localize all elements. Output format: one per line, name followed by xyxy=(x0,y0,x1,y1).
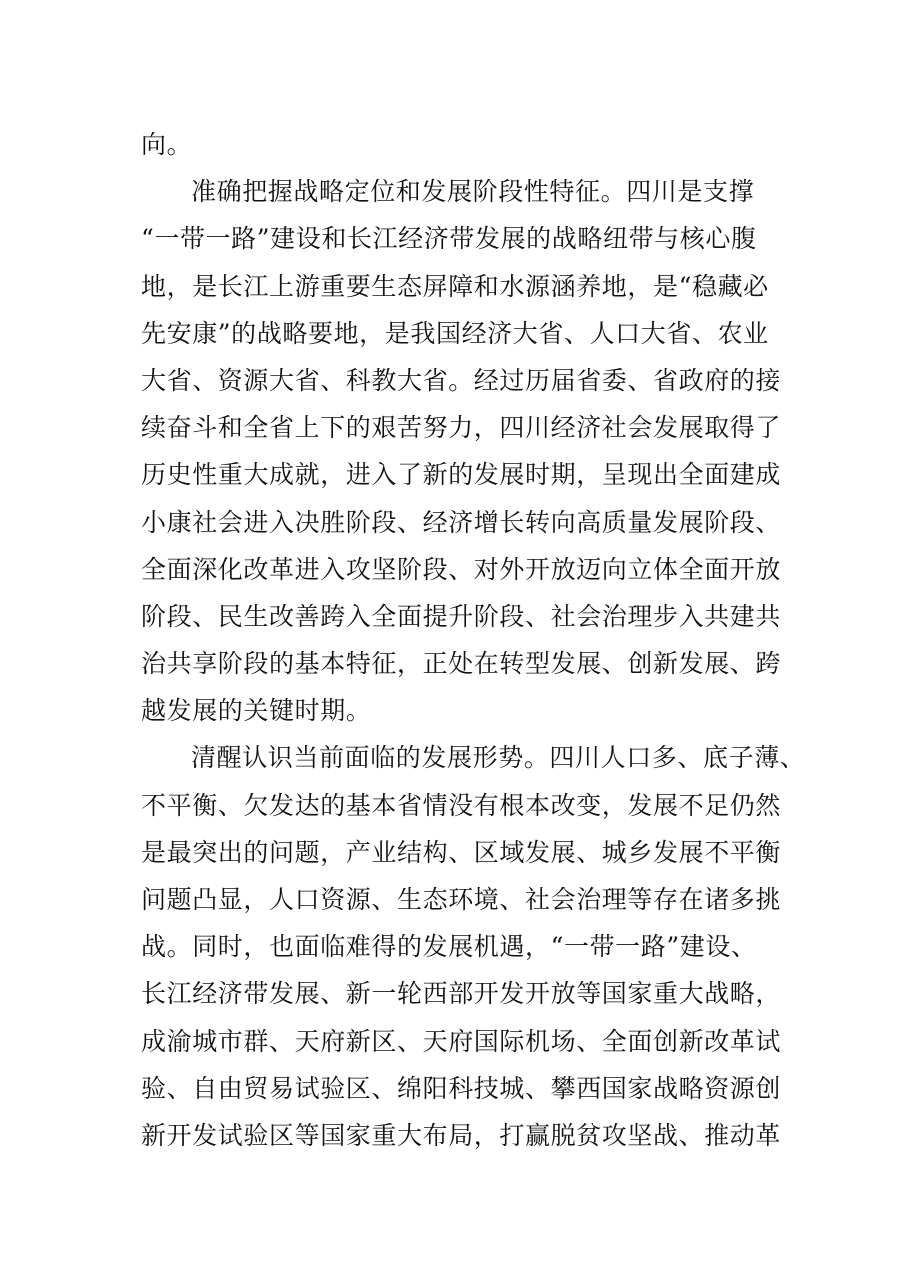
paragraph-start-line: 准确把握战略定位和发展阶段性特征。四川是支撑 xyxy=(191,177,755,207)
text-line: 验、自由贸易试验区、绵阳科技城、攀西国家战略资源创 xyxy=(141,1073,782,1103)
text-line: 是最突出的问题，产业结构、区域发展、城乡发展不平衡 xyxy=(141,837,782,867)
text-line: 成渝城市群、天府新区、天府国际机场、全面创新改革试 xyxy=(141,1026,782,1056)
text-line: 越发展的关键时期。 xyxy=(141,696,372,726)
text-line: “一带一路”建设和长江经济带发展的战略纽带与核心腹 xyxy=(141,224,757,254)
text-line: 历史性重大成就，进入了新的发展时期，呈现出全面建成 xyxy=(141,460,782,490)
text-line: 先安康”的战略要地，是我国经济大省、人口大省、农业 xyxy=(141,318,769,348)
text-line: 小康社会进入决胜阶段、经济增长转向高质量发展阶段、 xyxy=(141,507,782,537)
text-line: 向。 xyxy=(141,130,193,159)
text-line: 续奋斗和全省上下的艰苦努力，四川经济社会发展取得了 xyxy=(141,413,782,443)
text-line: 长江经济带发展、新一轮西部开发开放等国家重大战略， xyxy=(141,979,782,1009)
text-line: 新开发试验区等国家重大布局，打赢脱贫攻坚战、推动革 xyxy=(141,1120,782,1150)
text-line: 地，是长江上游重要生态屏障和水源涵养地，是“稳藏必 xyxy=(141,271,769,301)
paragraph-start-line: 清醒认识当前面临的发展形势。四川人口多、底子薄、 xyxy=(191,743,806,773)
text-line: 全面深化改革进入攻坚阶段、对外开放迈向立体全面开放 xyxy=(141,554,782,584)
document-body xyxy=(141,121,806,1159)
text-line: 大省、资源大省、科教大省。经过历届省委、省政府的接 xyxy=(141,365,782,395)
text-line: 战。同时，也面临难得的发展机遇，“一带一路”建设、 xyxy=(141,932,757,962)
text-line: 问题凸显，人口资源、生态环境、社会治理等存在诸多挑 xyxy=(141,885,782,914)
text-line: 不平衡、欠发达的基本省情没有根本改变，发展不足仍然 xyxy=(141,790,782,820)
text-line: 阶段、民生改善跨入全面提升阶段、社会治理步入共建共 xyxy=(141,601,782,631)
text-line: 治共享阶段的基本特征，正处在转型发展、创新发展、跨 xyxy=(141,649,782,679)
